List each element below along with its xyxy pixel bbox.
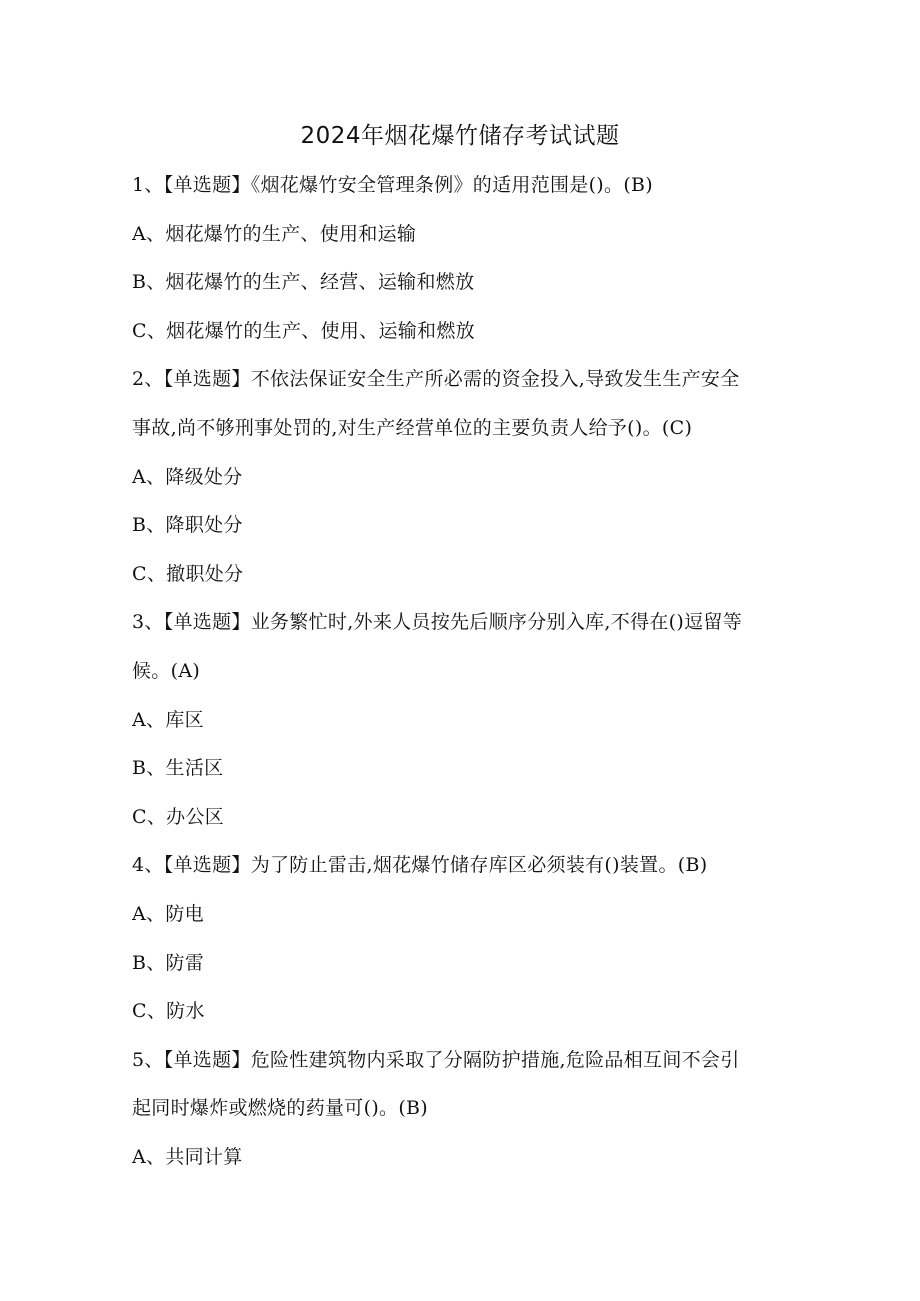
question-3-stem-line-2: 候。(A)	[132, 659, 201, 682]
question-3-option-c: C、办公区	[132, 805, 225, 828]
question-2-option-a: A、降级处分	[132, 465, 243, 488]
question-2-option-b: B、降职处分	[132, 514, 243, 537]
question-4-stem: 4、【单选题】为了防止雷击,烟花爆竹储存库区必须装有()装置。(B)	[132, 854, 708, 877]
question-4-option-b: B、防雷	[132, 951, 205, 974]
question-5-option-a: A、共同计算	[132, 1145, 243, 1168]
question-3-option-a: A、库区	[132, 708, 204, 731]
question-3-option-b: B、生活区	[132, 757, 224, 780]
question-4-option-a: A、防电	[132, 902, 204, 925]
question-1-option-c: C、烟花爆竹的生产、使用、运输和燃放	[132, 319, 475, 342]
question-4-option-c: C、防水	[132, 1000, 205, 1023]
question-2-stem-line-1: 2、【单选题】不依法保证安全生产所必需的资金投入,导致发生生产安全	[132, 368, 740, 391]
question-1-option-b: B、烟花爆竹的生产、经营、运输和燃放	[132, 271, 475, 294]
question-1-option-a: A、烟花爆竹的生产、使用和运输	[132, 222, 417, 245]
question-2-option-c: C、撤职处分	[132, 562, 244, 585]
question-5-stem-line-2: 起同时爆炸或燃烧的药量可()。(B)	[132, 1097, 429, 1120]
question-list	[132, 161, 792, 1181]
question-3-stem-line-1: 3、【单选题】业务繁忙时,外来人员按先后顺序分别入库,不得在()逗留等	[132, 611, 742, 634]
question-5-stem-line-1: 5、【单选题】危险性建筑物内采取了分隔防护措施,危险品相互间不会引	[132, 1048, 740, 1071]
question-2-stem-line-2: 事故,尚不够刑事处罚的,对生产经营单位的主要负责人给予()。(C)	[132, 416, 693, 439]
question-1-stem: 1、【单选题】《烟花爆竹安全管理条例》的适用范围是()。(B)	[132, 174, 654, 196]
document-title: 2024年烟花爆竹储存考试试题	[300, 123, 620, 149]
